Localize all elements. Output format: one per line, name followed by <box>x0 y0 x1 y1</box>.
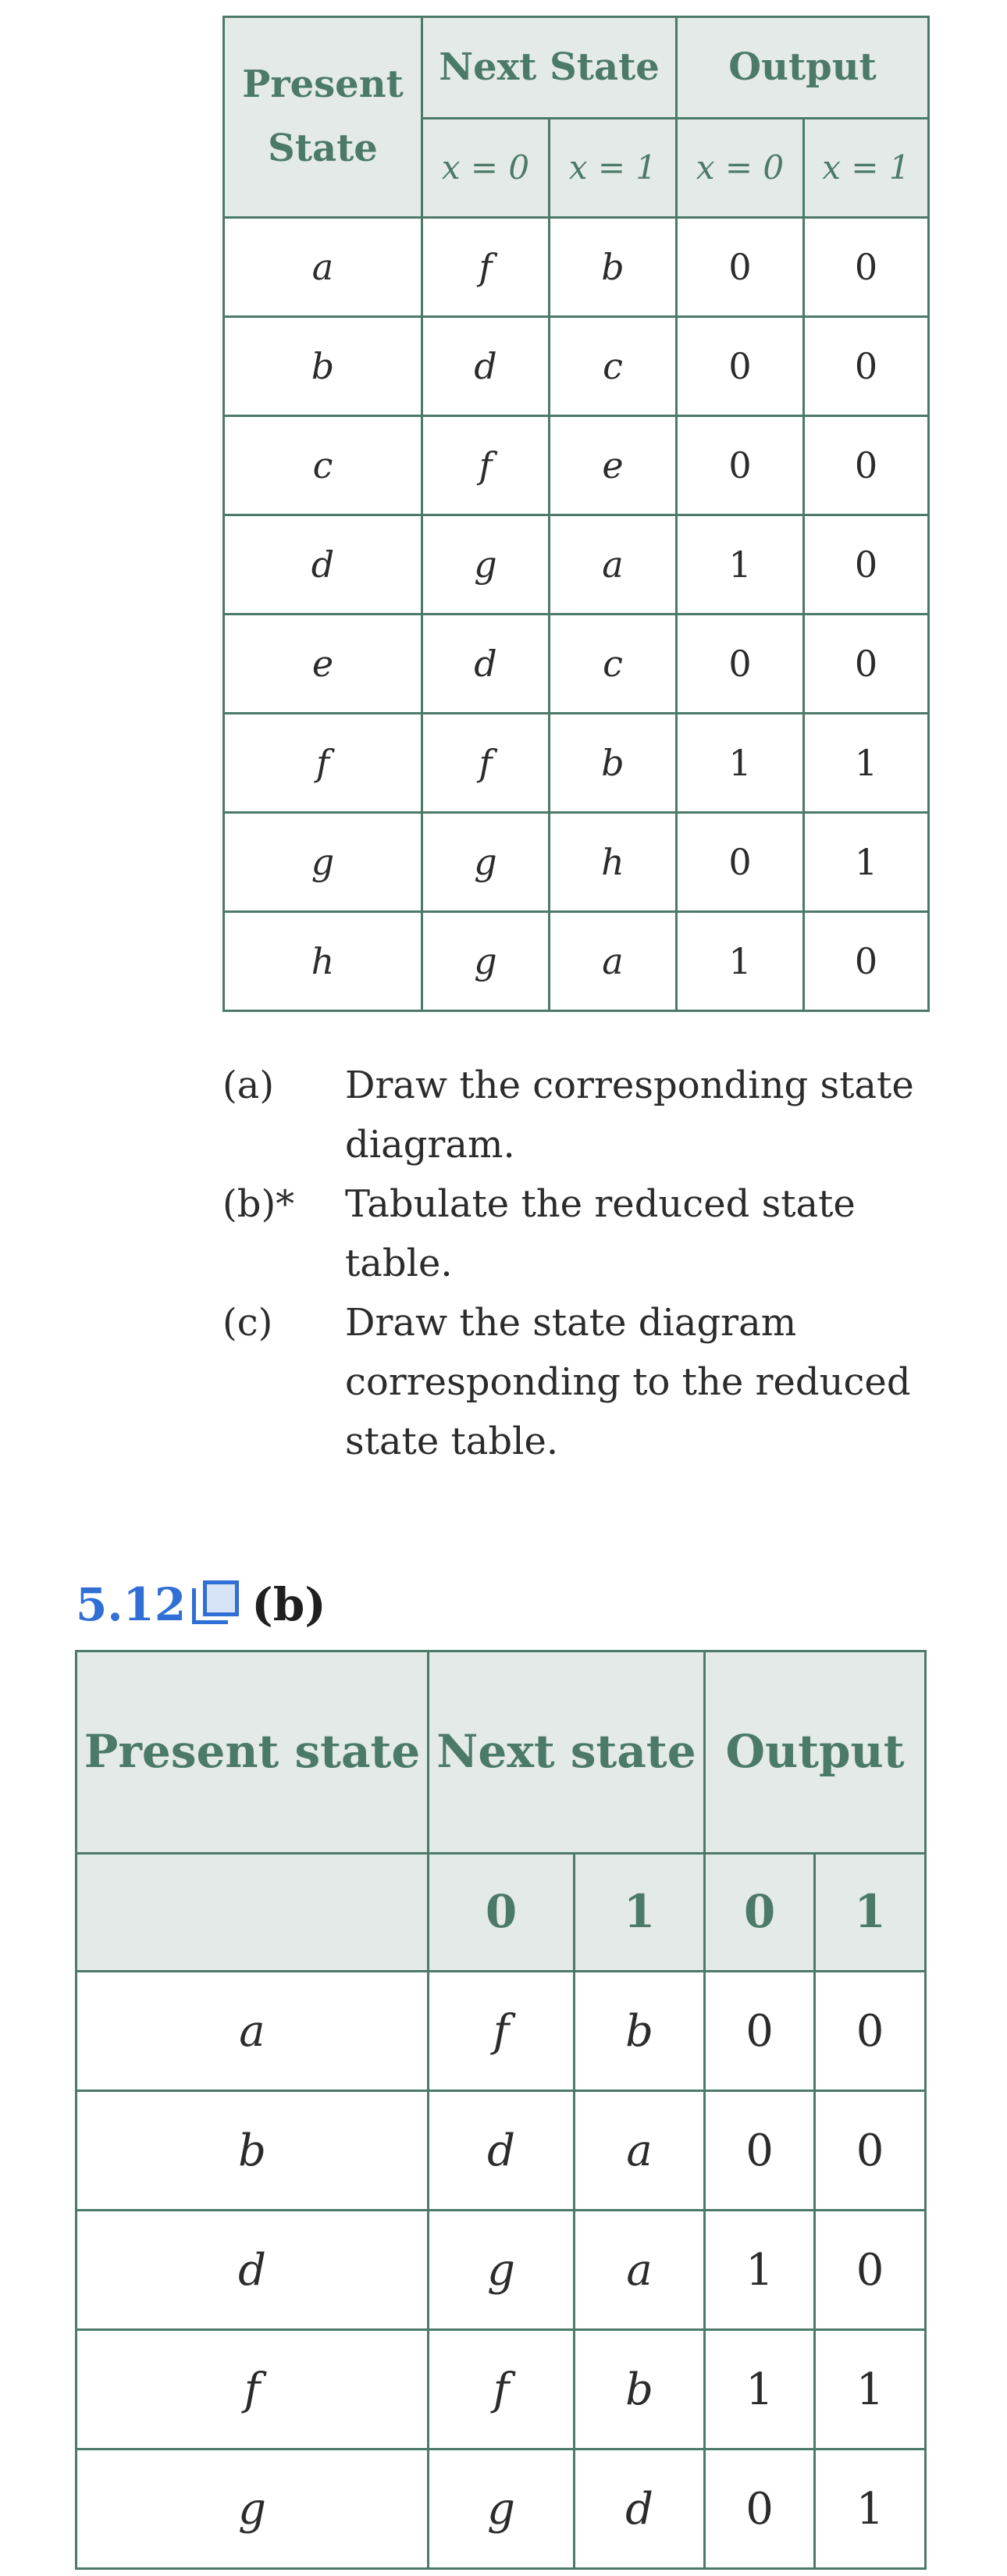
reduced-state-table <box>75 1650 927 2570</box>
header-sub: 0 <box>705 1854 815 1972</box>
header-sub: x = 0 <box>677 119 804 218</box>
table-row <box>224 615 929 714</box>
header-sub: x = 1 <box>804 119 929 218</box>
next-x1-cell: c <box>550 317 677 416</box>
problem-parts <box>222 1056 1003 1471</box>
header-sub: x = 1 <box>550 119 677 218</box>
header-sub: x = 0 <box>422 119 550 218</box>
out-x1-cell: 0 <box>804 912 929 1011</box>
next-x1-cell: b <box>550 218 677 317</box>
present-cell: f <box>224 714 422 813</box>
table-row <box>77 2091 926 2211</box>
state-table-body <box>224 218 929 1011</box>
list-item <box>222 1056 1003 1174</box>
present-cell: a <box>224 218 422 317</box>
part-label: (c) <box>222 1301 273 1345</box>
out-x0-cell: 0 <box>677 218 804 317</box>
table-row <box>77 2450 926 2569</box>
state-table <box>222 16 930 1012</box>
out-1-cell: 0 <box>815 1972 926 2091</box>
next-x0-cell: f <box>422 416 550 515</box>
out-x0-cell: 1 <box>677 714 804 813</box>
reduced-table-body <box>77 1972 926 2569</box>
out-x1-cell: 1 <box>804 813 929 912</box>
out-x1-cell: 0 <box>804 218 929 317</box>
header-next-state: Next state <box>429 1651 705 1854</box>
present-cell: e <box>224 615 422 714</box>
copy-icon[interactable] <box>192 1580 240 1629</box>
present-cell: a <box>77 1972 429 2091</box>
next-1-cell: a <box>575 2211 705 2330</box>
out-1-cell: 0 <box>815 2211 926 2330</box>
list-item <box>222 1174 1003 1293</box>
next-x1-cell: a <box>550 912 677 1011</box>
next-x1-cell: e <box>550 416 677 515</box>
out-x0-cell: 1 <box>677 515 804 615</box>
present-cell: f <box>77 2330 429 2450</box>
present-cell: h <box>224 912 422 1011</box>
next-x0-cell: d <box>422 317 550 416</box>
present-cell: g <box>224 813 422 912</box>
table-row <box>224 317 929 416</box>
out-x0-cell: 1 <box>677 912 804 1011</box>
header-sub: 1 <box>815 1854 926 1972</box>
out-x1-cell: 0 <box>804 515 929 615</box>
next-0-cell: g <box>429 2211 575 2330</box>
header-sub <box>77 1854 429 1972</box>
part-text: Draw the state diagram corresponding to the reduced state table. <box>345 1301 911 1463</box>
present-cell: d <box>224 515 422 615</box>
out-0-cell: 0 <box>705 1972 815 2091</box>
next-x0-cell: f <box>422 714 550 813</box>
table-row <box>77 2211 926 2330</box>
present-cell: b <box>224 317 422 416</box>
table-row <box>224 416 929 515</box>
next-0-cell: f <box>429 1972 575 2091</box>
next-x1-cell: b <box>550 714 677 813</box>
table-row <box>224 515 929 615</box>
present-cell: c <box>224 416 422 515</box>
out-x1-cell: 1 <box>804 714 929 813</box>
out-x0-cell: 0 <box>677 813 804 912</box>
next-x0-cell: f <box>422 218 550 317</box>
table-row <box>224 912 929 1011</box>
part-text: Draw the corresponding state diagram. <box>345 1064 914 1167</box>
present-cell: b <box>77 2091 429 2211</box>
out-1-cell: 0 <box>815 2091 926 2211</box>
next-1-cell: b <box>575 1972 705 2091</box>
out-0-cell: 0 <box>705 2091 815 2211</box>
out-x1-cell: 0 <box>804 317 929 416</box>
present-cell: d <box>77 2211 429 2330</box>
next-0-cell: f <box>429 2330 575 2450</box>
table-row <box>224 813 929 912</box>
next-0-cell: d <box>429 2091 575 2211</box>
part-text: Tabulate the reduced state table. <box>345 1182 856 1285</box>
next-1-cell: a <box>575 2091 705 2211</box>
out-0-cell: 1 <box>705 2330 815 2450</box>
next-0-cell: g <box>429 2450 575 2569</box>
out-x0-cell: 0 <box>677 416 804 515</box>
header-next-state: Next State <box>422 17 677 119</box>
solution-part: (b) <box>251 1578 326 1631</box>
next-1-cell: b <box>575 2330 705 2450</box>
table-row <box>224 218 929 317</box>
next-x1-cell: h <box>550 813 677 912</box>
next-1-cell: d <box>575 2450 705 2569</box>
next-x1-cell: a <box>550 515 677 615</box>
table-row <box>77 2330 926 2450</box>
out-0-cell: 1 <box>705 2211 815 2330</box>
header-output: Output <box>677 17 929 119</box>
header-present-state: Present state <box>77 1651 429 1854</box>
present-cell: g <box>77 2450 429 2569</box>
table-row <box>224 714 929 813</box>
part-label: (b)* <box>222 1182 295 1226</box>
out-1-cell: 1 <box>815 2450 926 2569</box>
part-label: (a) <box>222 1064 275 1107</box>
next-x0-cell: g <box>422 813 550 912</box>
header-present-state: Present State <box>224 17 422 218</box>
next-x0-cell: g <box>422 912 550 1011</box>
table-row <box>77 1972 926 2091</box>
next-x1-cell: c <box>550 615 677 714</box>
header-sub: 0 <box>429 1854 575 1972</box>
out-0-cell: 0 <box>705 2450 815 2569</box>
solution-heading <box>76 1569 326 1640</box>
out-x0-cell: 0 <box>677 317 804 416</box>
list-item <box>222 1293 1003 1471</box>
next-x0-cell: g <box>422 515 550 615</box>
out-x1-cell: 0 <box>804 615 929 714</box>
out-x1-cell: 0 <box>804 416 929 515</box>
out-1-cell: 1 <box>815 2330 926 2450</box>
next-x0-cell: d <box>422 615 550 714</box>
header-output: Output <box>705 1651 926 1854</box>
out-x0-cell: 0 <box>677 615 804 714</box>
solution-number-link[interactable]: 5.12 <box>76 1578 187 1631</box>
header-sub: 1 <box>575 1854 705 1972</box>
